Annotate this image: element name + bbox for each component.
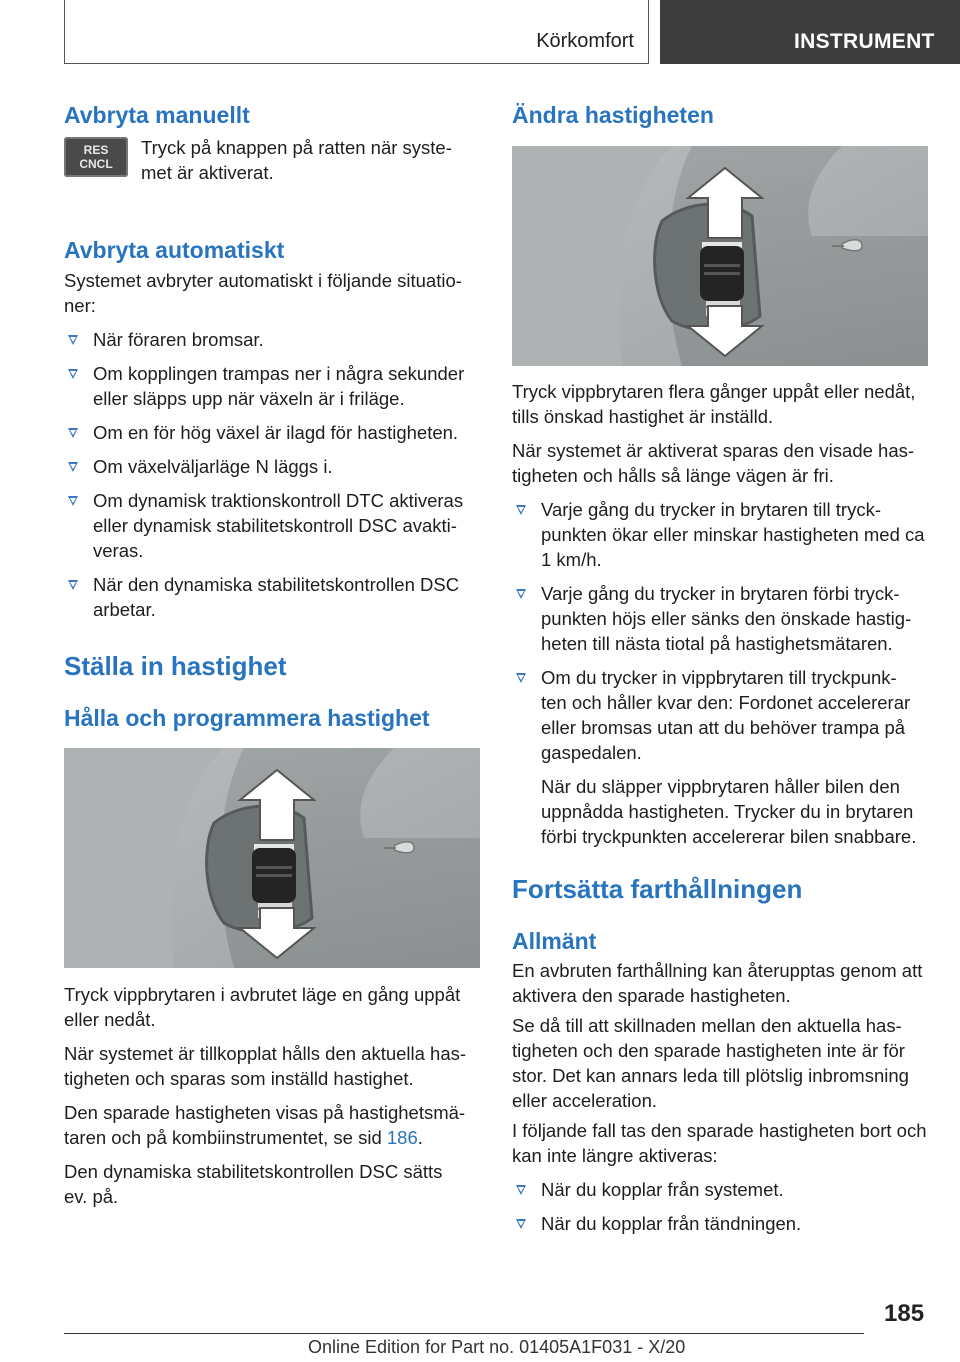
list-item: När föraren bromsar. xyxy=(64,327,480,352)
triangle-bullet-icon xyxy=(516,589,526,599)
list-item: Om en för hög växel är ilagd för hastigheten. xyxy=(64,420,480,445)
footer-divider xyxy=(64,1333,864,1334)
triangle-bullet-icon xyxy=(516,1219,526,1229)
heading-hold-program-speed: Hålla och programmera hastighet xyxy=(64,705,430,731)
heading-cancel-auto: Avbryta automatiskt xyxy=(64,237,285,263)
triangle-bullet-icon xyxy=(516,1185,526,1195)
resume-list xyxy=(512,1177,928,1236)
heading-set-speed: Ställa in hastighet xyxy=(64,651,287,681)
cancel-manual-block xyxy=(64,135,480,189)
change-speed-list xyxy=(512,497,928,765)
triangle-bullet-icon xyxy=(68,462,78,472)
cancel-manual-text: Tryck på knappen på ratten när syste- met är aktiverat. xyxy=(141,137,452,183)
list-item: Varje gång du trycker in brytaren förbi tryck- punkten höjs eller sänks den önskade hastig- heten till nästa tiotal på hastighetsmätaren. xyxy=(512,581,928,656)
res-icon-line1: RES xyxy=(83,143,109,157)
triangle-bullet-icon xyxy=(516,673,526,683)
header-section-tab xyxy=(64,0,649,64)
change-speed-list-note: När du släpper vippbrytaren håller bilen den uppnådda hastigheten. Trycker du in brytaren förbi tryckpunkten accelererar bilen snabbare. xyxy=(541,776,917,847)
list-item: Varje gång du trycker in brytaren till tryck- punkten ökar eller minskar hastigheten med ca 1 km/h. xyxy=(512,497,928,572)
list-item: Om dynamisk traktionskontroll DTC aktiveras eller dynamisk stabilitetskontroll DSC avakti- veras. xyxy=(64,488,480,563)
resume-text-3: I följande fall tas den sparade hastigheten bort och kan inte längre aktiveras: xyxy=(512,1120,927,1166)
res-cncl-button-icon xyxy=(64,137,128,177)
hold-speed-text-3: Den sparade hastigheten visas på hastighetsmä- taren och på kombiinstrumentet, se sid 186. xyxy=(64,1102,466,1148)
res-icon-line2: CNCL xyxy=(79,157,113,171)
left-column xyxy=(64,100,480,1209)
list-item: När den dynamiska stabilitetskontrollen DSC arbetar. xyxy=(64,572,480,622)
page-number: 185 xyxy=(884,1300,925,1327)
triangle-bullet-icon xyxy=(68,335,78,345)
change-speed-text-1: Tryck vippbrytaren flera gånger uppåt eller nedåt, tills önskad hastighet är inställd. xyxy=(512,381,916,427)
steering-wheel-rocker-switch-photo-2 xyxy=(512,146,928,366)
heading-resume-cruise: Fortsätta farthållningen xyxy=(512,874,803,904)
header-chapter-tab xyxy=(660,0,960,64)
list-item: När du kopplar från tändningen. xyxy=(512,1211,928,1236)
triangle-bullet-icon xyxy=(68,580,78,590)
header-section-label: Körkomfort xyxy=(536,30,634,52)
page-reference-link[interactable]: 186 xyxy=(386,1127,418,1148)
hold-speed-text-4: Den dynamiska stabilitetskontrollen DSC sätts ev. på. xyxy=(64,1161,443,1207)
resume-text-1: En avbruten farthållning kan återupptas genom att aktivera den sparade hastigheten. xyxy=(512,960,923,1006)
resume-text-2: Se då till att skillnaden mellan den aktuella has- tigheten och den sparade hastigheten inte är för stor. Det kan annars leda till plötslig inbromsning eller acceleration. xyxy=(512,1015,909,1111)
hold-speed-text-2: När systemet är tillkopplat hålls den aktuella has- tigheten och sparas som inställd hastighet. xyxy=(64,1043,467,1089)
header-chapter-label: INSTRUMENT xyxy=(794,30,935,53)
list-item: När du kopplar från systemet. xyxy=(512,1177,928,1202)
triangle-bullet-icon xyxy=(68,496,78,506)
list-item: Om du trycker in vippbrytaren till tryckpunk- ten och håller kvar den: Fordonet accelererar eller bromsas utan att du behöver trampa på gaspedalen. xyxy=(512,665,928,765)
heading-cancel-manual: Avbryta manuellt xyxy=(64,102,250,128)
list-item: Om växelväljarläge N läggs i. xyxy=(64,454,480,479)
cancel-auto-intro: Systemet avbryter automatiskt i följande situatio- ner: xyxy=(64,270,462,316)
change-speed-text-2: När systemet är aktiverat sparas den visade has- tigheten och hålls så länge vägen är fri. xyxy=(512,440,915,486)
list-item: Om kopplingen trampas ner i några sekunder eller släpps upp när växeln är i friläge. xyxy=(64,361,480,411)
right-column xyxy=(512,100,928,1236)
heading-change-speed: Ändra hastigheten xyxy=(512,102,714,128)
cancel-auto-list xyxy=(64,327,480,622)
triangle-bullet-icon xyxy=(68,428,78,438)
hold-speed-text-1: Tryck vippbrytaren i avbrutet läge en gång uppåt eller nedåt. xyxy=(64,984,461,1030)
steering-wheel-rocker-switch-photo xyxy=(64,748,480,968)
triangle-bullet-icon xyxy=(68,369,78,379)
heading-general: Allmänt xyxy=(512,928,597,954)
footer-edition: Online Edition for Part no. 01405A1F031 - X/20 xyxy=(308,1337,686,1357)
triangle-bullet-icon xyxy=(516,505,526,515)
